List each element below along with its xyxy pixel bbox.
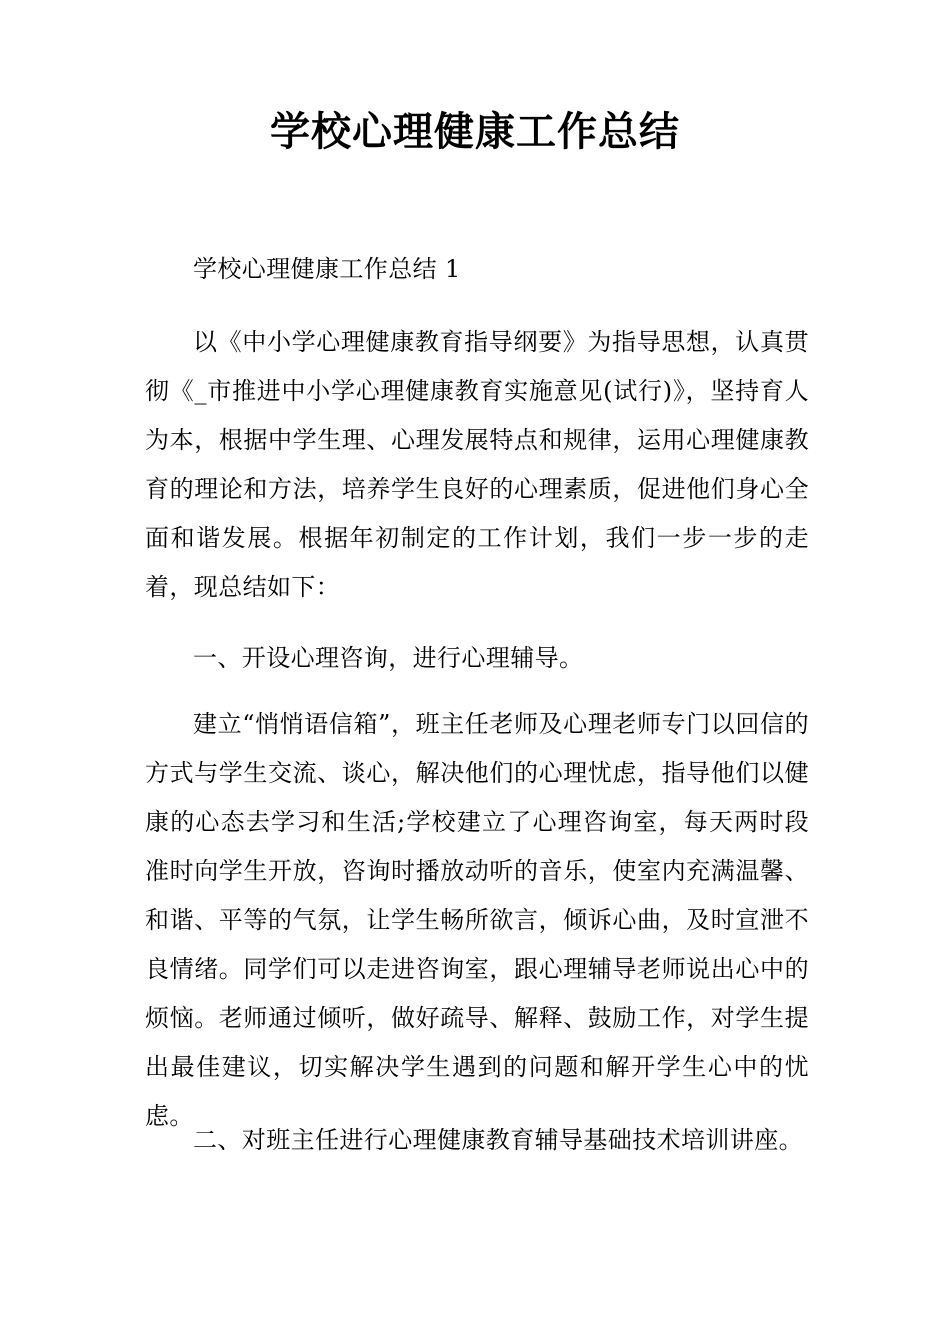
document-title: 学校心理健康工作总结 [270, 109, 680, 155]
section-subtitle: 学校心理健康工作总结 1 [193, 255, 461, 283]
section-heading-1: 一、开设心理咨询，进行心理辅导。 [193, 644, 584, 672]
section-heading-2: 二、对班主任进行心理健康教育辅导基础技术培训讲座。 [193, 1126, 803, 1154]
counseling-paragraph: 建立“悄悄语信箱”，班主任老师及心理老师专门以回信的方式与学生交流、谈心，解决他们的心理忧虑，指导他们以健康的心态去学习和生活;学校建立了心理咨询室，每天两时段准时向学生开放，咨询时播放动听的音乐，使室内充满温馨、和谐、平等的气氛，让学生畅所欲言，倾诉心曲，及时宣泄不良情绪。同学们可以走进咨询室，跟心理辅导老师说出心中的烦恼。老师通过倾听，做好疏导、解释、鼓励工作，对学生提出最佳建议，切实解决学生遇到的问题和解开学生心中的忧虑。 [145, 710, 809, 1130]
intro-paragraph: 以《中小学心理健康教育指导纲要》为指导思想，认真贯彻《_市推进中小学心理健康教育实施意见(试行)》，坚持育人为本，根据中学生理、心理发展特点和规律，运用心理健康教育的理论和方法，培养学生良好的心理素质，促进他们身心全面和谐发展。根据年初制定的工作计划，我们一步一步的走着，现总结如下： [145, 328, 809, 601]
